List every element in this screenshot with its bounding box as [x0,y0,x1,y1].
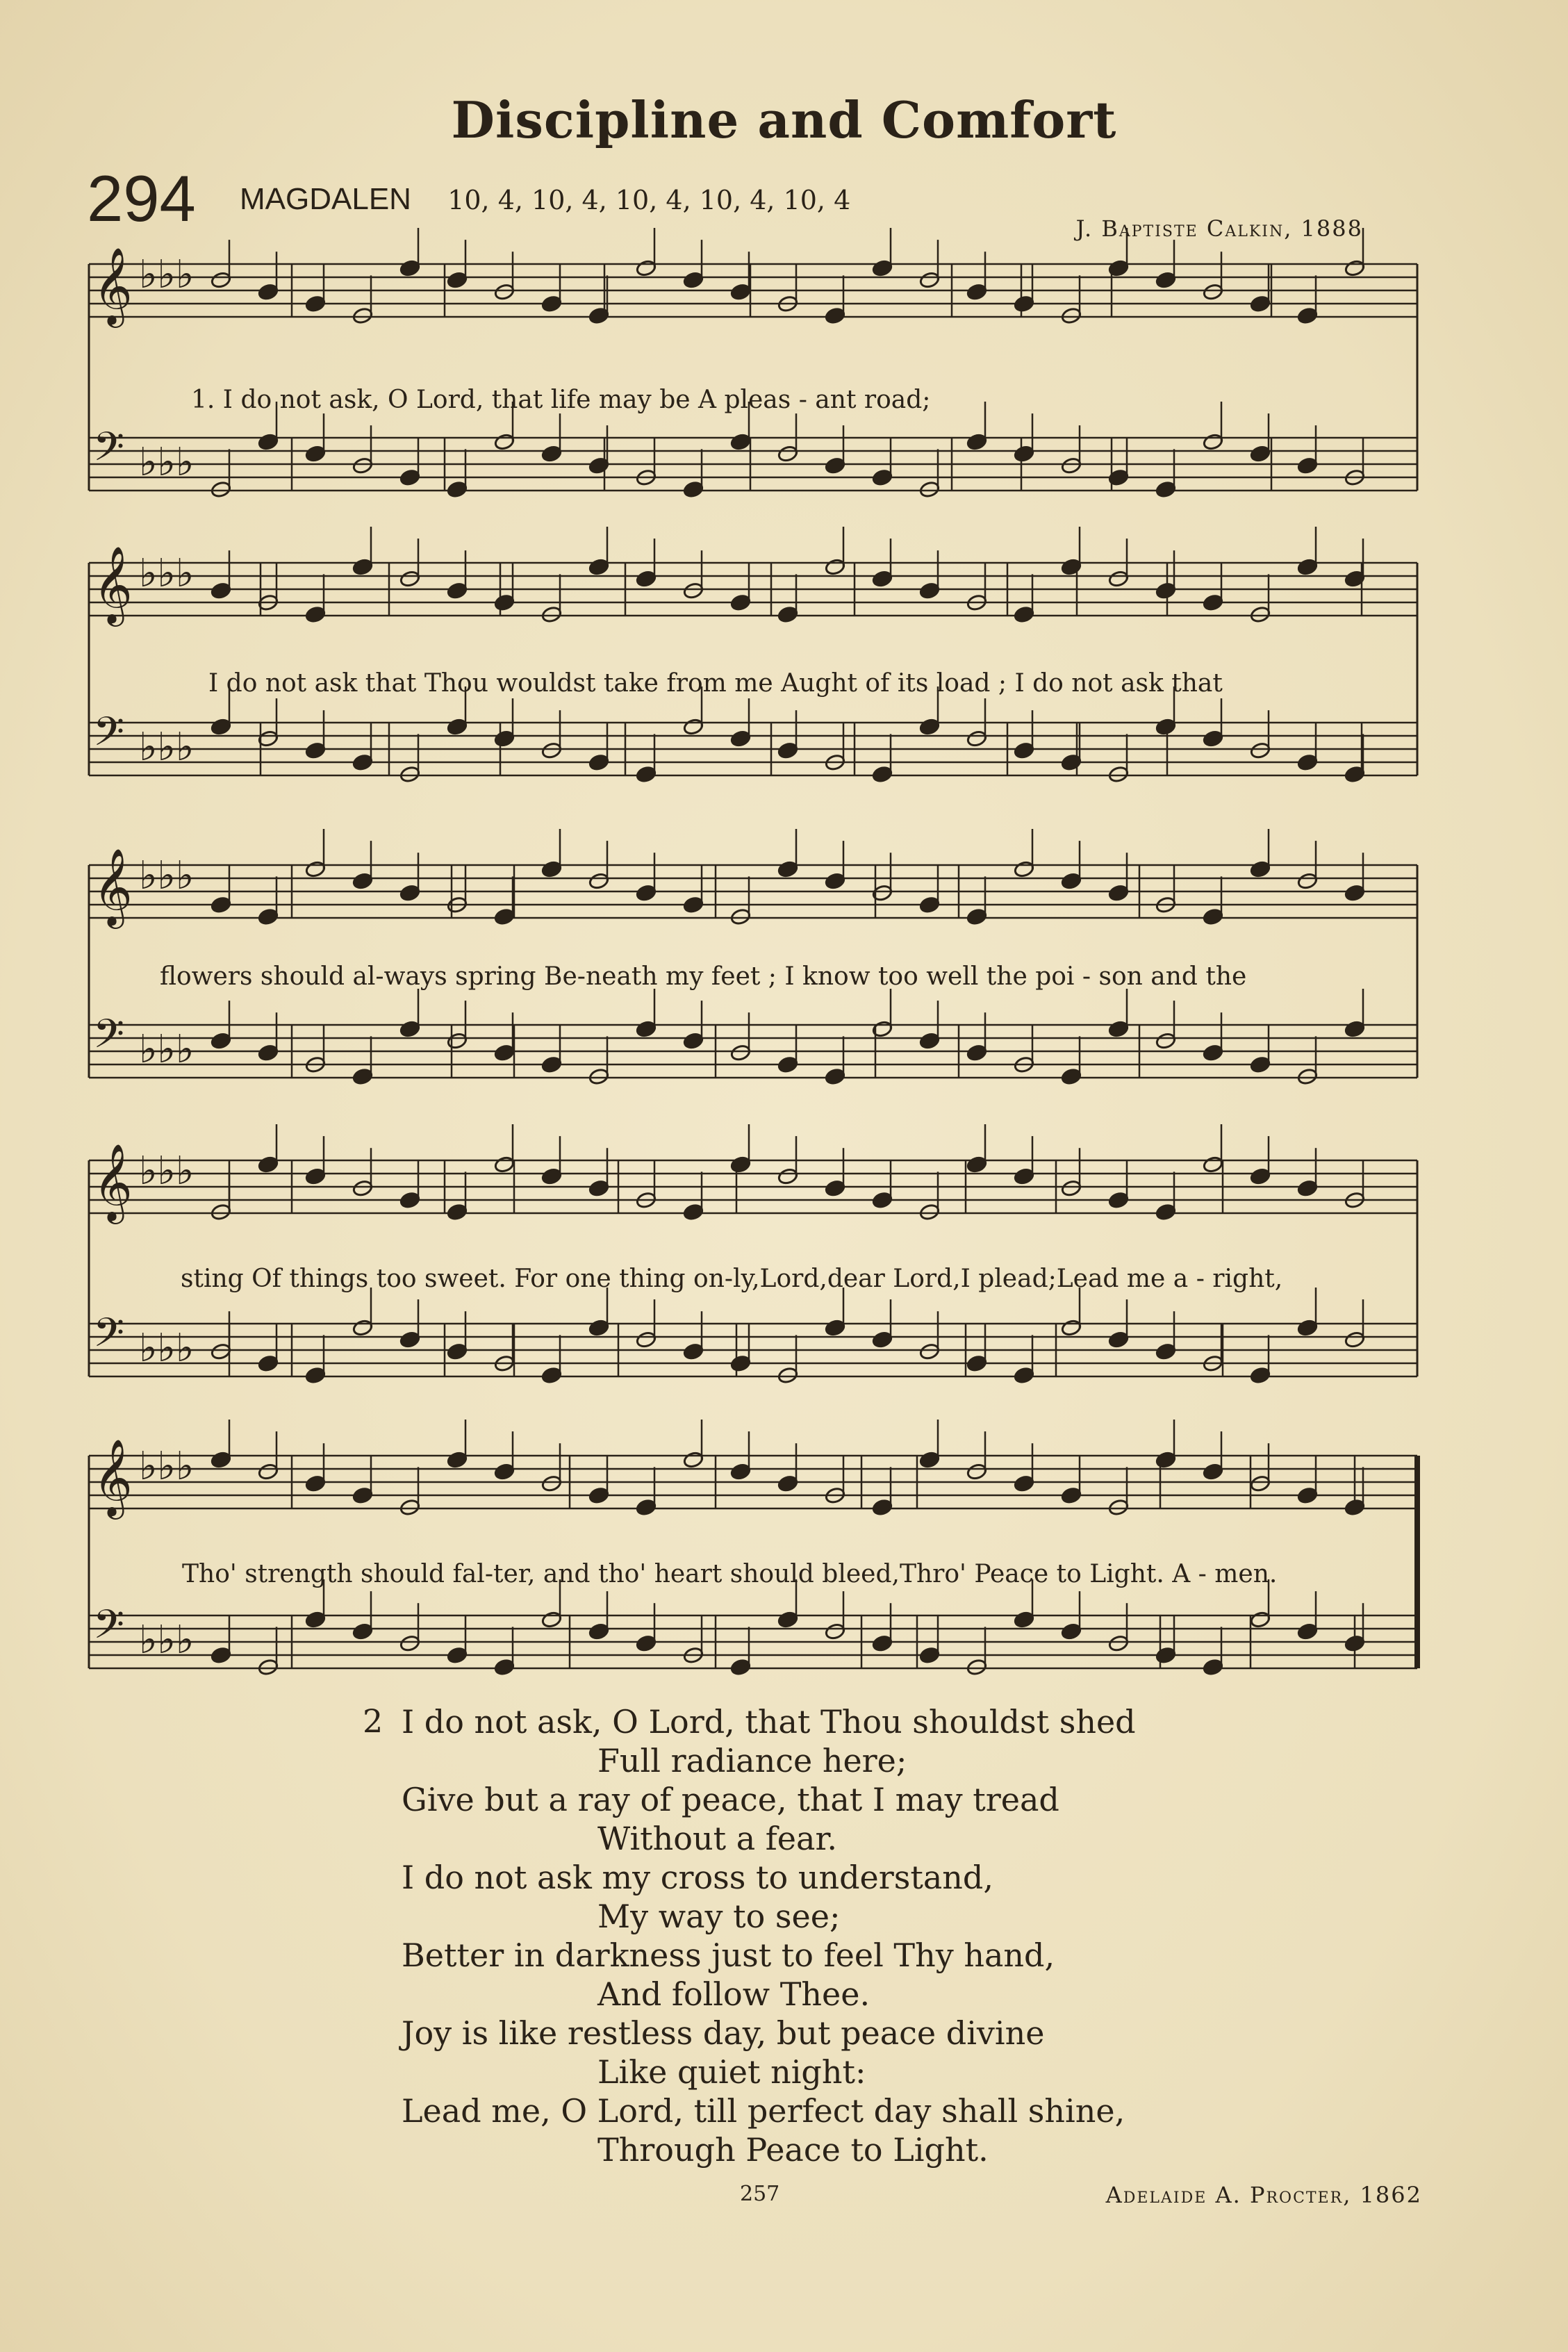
note-head [1108,765,1130,783]
note-head [305,741,327,759]
note-head [1155,718,1177,736]
note-head [966,1044,988,1062]
note-head [966,730,988,748]
verse-number: 2 [363,1702,383,1740]
note-head [1061,1622,1082,1640]
note-head [1108,1191,1130,1209]
note-head [966,1156,988,1174]
note-head [825,1179,846,1197]
note-head [447,1342,468,1360]
note-head [258,1463,279,1481]
note-head [777,1474,799,1492]
verse-line: Better in darkness just to feel Thy hand, [402,1936,1055,1974]
note-head [919,582,941,600]
note-head [399,1498,421,1516]
note-head [683,480,704,498]
verse-line: I do not ask my cross to understand, [402,1859,993,1896]
note-head [494,1156,515,1174]
verse-line: Full radiance here; [597,1742,907,1779]
note-head [352,872,374,890]
note-head [588,1179,610,1197]
note-head [541,1474,563,1492]
note-head [683,1342,704,1360]
key-signature: ♭♭♭ [139,551,195,596]
note-head [352,1622,374,1640]
note-head [588,558,610,576]
note-head [966,283,988,301]
note-head [305,445,327,463]
note-head [1297,457,1319,475]
note-head [777,1366,799,1384]
note-head [399,570,421,588]
note-head [1344,1498,1366,1516]
note-head [1250,1055,1271,1074]
note-head [399,1020,421,1038]
note-head [825,1622,846,1640]
note-head [541,860,563,878]
note-head [966,907,988,926]
note-head [1297,1486,1319,1504]
note-head [1297,753,1319,771]
note-head [1250,741,1271,759]
note-head [1250,1167,1271,1185]
verse-2 [361,1702,1264,2169]
verse-line: My way to see; [597,1898,841,1935]
note-head [683,1032,704,1050]
note-head [872,1331,893,1349]
note-head [541,1055,563,1074]
note-head [305,1474,327,1492]
note-head [730,730,752,748]
note-head [1297,1622,1319,1640]
note-head [919,1451,941,1469]
note-head [730,283,752,301]
bass-clef: 𝄢 [93,1601,125,1658]
note-head [541,741,563,759]
note-head [919,1203,941,1221]
note-head [1155,480,1177,498]
note-head [447,1203,468,1221]
hymn-number: 294 [87,162,196,235]
note-head [1203,907,1224,926]
key-signature: ♭♭♭ [139,1149,195,1194]
note-head [1061,872,1082,890]
note-head [1250,1611,1271,1629]
note-head [825,872,846,890]
note-head [872,1191,893,1209]
verse-line: And follow Thee. [597,1975,870,2013]
note-head [636,1498,657,1516]
note-head [777,1055,799,1074]
note-head [352,1179,374,1197]
tune-name: MAGDALEN [240,182,411,216]
note-head [636,765,657,783]
note-head [258,283,279,301]
verse-line: Lead me, O Lord, till perfect day shall shine, [402,2092,1125,2130]
note-head [1108,1331,1130,1349]
lyric-line-1: 1. I do not ask, O Lord, that life may be A pleas - ant road; [191,386,931,414]
note-head [399,259,421,277]
note-head [1014,295,1035,313]
meter: 10, 4, 10, 4, 10, 4, 10, 4, 10, 4 [447,185,851,215]
section-title: Discipline and Comfort [451,90,1117,149]
note-head [541,1366,563,1384]
note-head [683,896,704,914]
note-head [258,1658,279,1676]
note-head [1344,259,1366,277]
key-signature: ♭♭♭ [139,1027,195,1072]
note-head [872,259,893,277]
note-head [447,271,468,289]
note-head [1297,558,1319,576]
note-head [1061,1179,1082,1197]
note-head [305,860,327,878]
verse-line: Give but a ray of peace, that I may tread [402,1781,1059,1818]
note-head [258,433,279,451]
note-head [258,1354,279,1372]
note-head [872,1498,893,1516]
note-head [730,1463,752,1481]
note-head [494,1658,515,1676]
note-head [919,1342,941,1360]
note-head [1061,306,1082,324]
note-head [258,1044,279,1062]
note-head [1203,1156,1224,1174]
note-head [1344,1634,1366,1652]
note-head [447,480,468,498]
verse-line: Joy is like restless day, but peace divine [402,2014,1045,2052]
note-head [919,271,941,289]
note-head [1014,1474,1035,1492]
note-head [919,1032,941,1050]
note-head [636,570,657,588]
note-head [1344,1331,1366,1349]
note-head [1250,1366,1271,1384]
bass-clef: 𝄢 [93,423,125,480]
note-head [305,295,327,313]
note-head [588,1622,610,1640]
note-head [825,1319,846,1337]
note-head [494,283,515,301]
key-signature: ♭♭♭ [139,1444,195,1489]
note-head [352,558,374,576]
verse-line: I do not ask, O Lord, that Thou shouldst shed [402,1703,1136,1741]
note-head [966,1354,988,1372]
note-head [1297,1067,1319,1085]
note-head [1203,283,1224,301]
note-head [211,1646,232,1664]
key-signature: ♭♭♭ [139,440,195,485]
note-head [730,433,752,451]
note-head [919,718,941,736]
note-head [494,593,515,611]
note-head [1297,306,1319,324]
verse-line: Like quiet night: [597,2053,866,2091]
note-head [541,1611,563,1629]
note-head [305,1611,327,1629]
note-head [399,884,421,902]
treble-clef: 𝄞 [93,1143,133,1221]
note-head [730,1354,752,1372]
note-head [1344,884,1366,902]
note-head [1203,730,1224,748]
note-head [730,1156,752,1174]
note-head [919,480,941,498]
note-head [1014,741,1035,759]
note-head [494,433,515,451]
note-head [777,1611,799,1629]
note-head [1297,872,1319,890]
note-head [730,1044,752,1062]
treble-clef: 𝄞 [93,1438,133,1516]
note-head [258,907,279,926]
note-head [777,741,799,759]
composer: J. Baptiste Calkin, 1888 [1075,215,1363,242]
note-head [588,457,610,475]
treble-clef: 𝄞 [93,545,133,623]
note-head [352,1067,374,1085]
note-head [872,1634,893,1652]
note-head [588,1067,610,1085]
bass-clef: 𝄢 [93,708,125,765]
key-signature: ♭♭♭ [139,252,195,297]
note-head [211,1032,232,1050]
key-signature: ♭♭♭ [139,853,195,898]
note-head [541,605,563,623]
note-head [1155,582,1177,600]
note-head [211,1342,232,1360]
lyric-line-3: flowers should al-ways spring Be-neath my feet ; I know too well the poi - son and the [160,962,1247,991]
note-head [1155,271,1177,289]
note-head [919,1646,941,1664]
note-head [352,1319,374,1337]
note-head [352,306,374,324]
note-head [825,1067,846,1085]
bass-clef: 𝄢 [93,1309,125,1366]
note-head [1250,1474,1271,1492]
note-head [825,457,846,475]
note-head [966,433,988,451]
note-head [494,730,515,748]
note-head [1061,457,1082,475]
note-head [683,718,704,736]
note-head [1014,860,1035,878]
note-head [966,1463,988,1481]
note-head [352,753,374,771]
note-head [588,306,610,324]
lyric-line-2: I do not ask that Thou wouldst take from me Aught of its load ; I do not ask that [208,669,1223,698]
note-head [1250,295,1271,313]
key-signature: ♭♭♭ [139,725,195,770]
note-head [636,1331,657,1349]
treble-clef: 𝄞 [93,848,133,926]
note-head [211,1203,232,1221]
note-head [1155,1342,1177,1360]
note-head [541,295,563,313]
note-head [399,1331,421,1349]
note-head [399,765,421,783]
page-number: 257 [740,2182,780,2206]
note-head [1108,570,1130,588]
lyric-line-4: sting Of things too sweet. For one thing on-ly,Lord,dear Lord,I plead;Lead me a - right, [181,1265,1283,1293]
note-head [1061,753,1082,771]
note-head [305,1167,327,1185]
note-head [1108,1498,1130,1516]
note-head [211,718,232,736]
lyric-line-5: Tho' strength should fal-ter, and tho' heart should bleed,Thro' Peace to Light. A - men. [182,1560,1278,1588]
note-head [1344,1020,1366,1038]
note-head [825,558,846,576]
note-head [1108,1634,1130,1652]
note-head [211,480,232,498]
note-head [1203,1658,1224,1676]
note-head [352,1486,374,1504]
verse-line: Through Peace to Light. [597,2131,989,2169]
note-head [636,259,657,277]
treble-clef: 𝄞 [93,247,133,324]
note-head [588,872,610,890]
note-head [305,1366,327,1384]
author: Adelaide A. Procter, 1862 [1105,2182,1422,2208]
note-head [1297,1319,1319,1337]
note-head [305,605,327,623]
note-head [777,860,799,878]
note-head [352,457,374,475]
note-head [1155,1032,1177,1050]
note-head [730,907,752,926]
note-head [683,1451,704,1469]
note-head [683,582,704,600]
note-head [1061,558,1082,576]
note-head [730,1658,752,1676]
note-head [1014,1167,1035,1185]
note-head [447,718,468,736]
verse-line: Without a fear. [597,1820,837,1857]
note-head [494,1463,515,1481]
note-head [494,1044,515,1062]
bass-clef: 𝄢 [93,1010,125,1067]
note-head [1250,860,1271,878]
note-head [1014,445,1035,463]
note-head [872,570,893,588]
note-head [1014,1366,1035,1384]
note-head [777,1167,799,1185]
note-head [1203,1044,1224,1062]
note-head [683,271,704,289]
note-head [1155,1203,1177,1221]
note-head [447,582,468,600]
note-head [1297,1179,1319,1197]
key-signature: ♭♭♭ [139,1618,195,1663]
note-head [1061,1319,1082,1337]
note-head [966,1658,988,1676]
note-head [636,1634,657,1652]
note-head [541,1167,563,1185]
note-head [730,593,752,611]
note-head [1014,1611,1035,1629]
note-head [258,1156,279,1174]
key-signature: ♭♭♭ [139,1326,195,1371]
note-head [447,1646,468,1664]
note-head [1250,605,1271,623]
note-head [636,1020,657,1038]
note-head [494,907,515,926]
note-head [399,1634,421,1652]
note-head [1061,1067,1082,1085]
note-head [1155,1646,1177,1664]
note-head [1108,1020,1130,1038]
note-head [683,1203,704,1221]
note-head [588,753,610,771]
note-head [588,1319,610,1337]
note-head [872,468,893,486]
note-head [211,271,232,289]
note-head [1108,884,1130,902]
note-head [447,1032,468,1050]
note-head [399,1191,421,1209]
note-head [1250,445,1271,463]
note-head [211,896,232,914]
note-head [1203,433,1224,451]
note-head [1155,1451,1177,1469]
note-head [588,1486,610,1504]
note-head [541,445,563,463]
note-head [636,884,657,902]
note-head [919,896,941,914]
note-head [825,306,846,324]
note-head [399,468,421,486]
note-head [447,1451,468,1469]
note-head [1014,605,1035,623]
note-head [1203,1463,1224,1481]
note-head [872,765,893,783]
note-head [211,582,232,600]
note-head [1203,593,1224,611]
note-head [211,1451,232,1469]
note-head [1061,1486,1082,1504]
note-head [777,605,799,623]
note-head [777,445,799,463]
